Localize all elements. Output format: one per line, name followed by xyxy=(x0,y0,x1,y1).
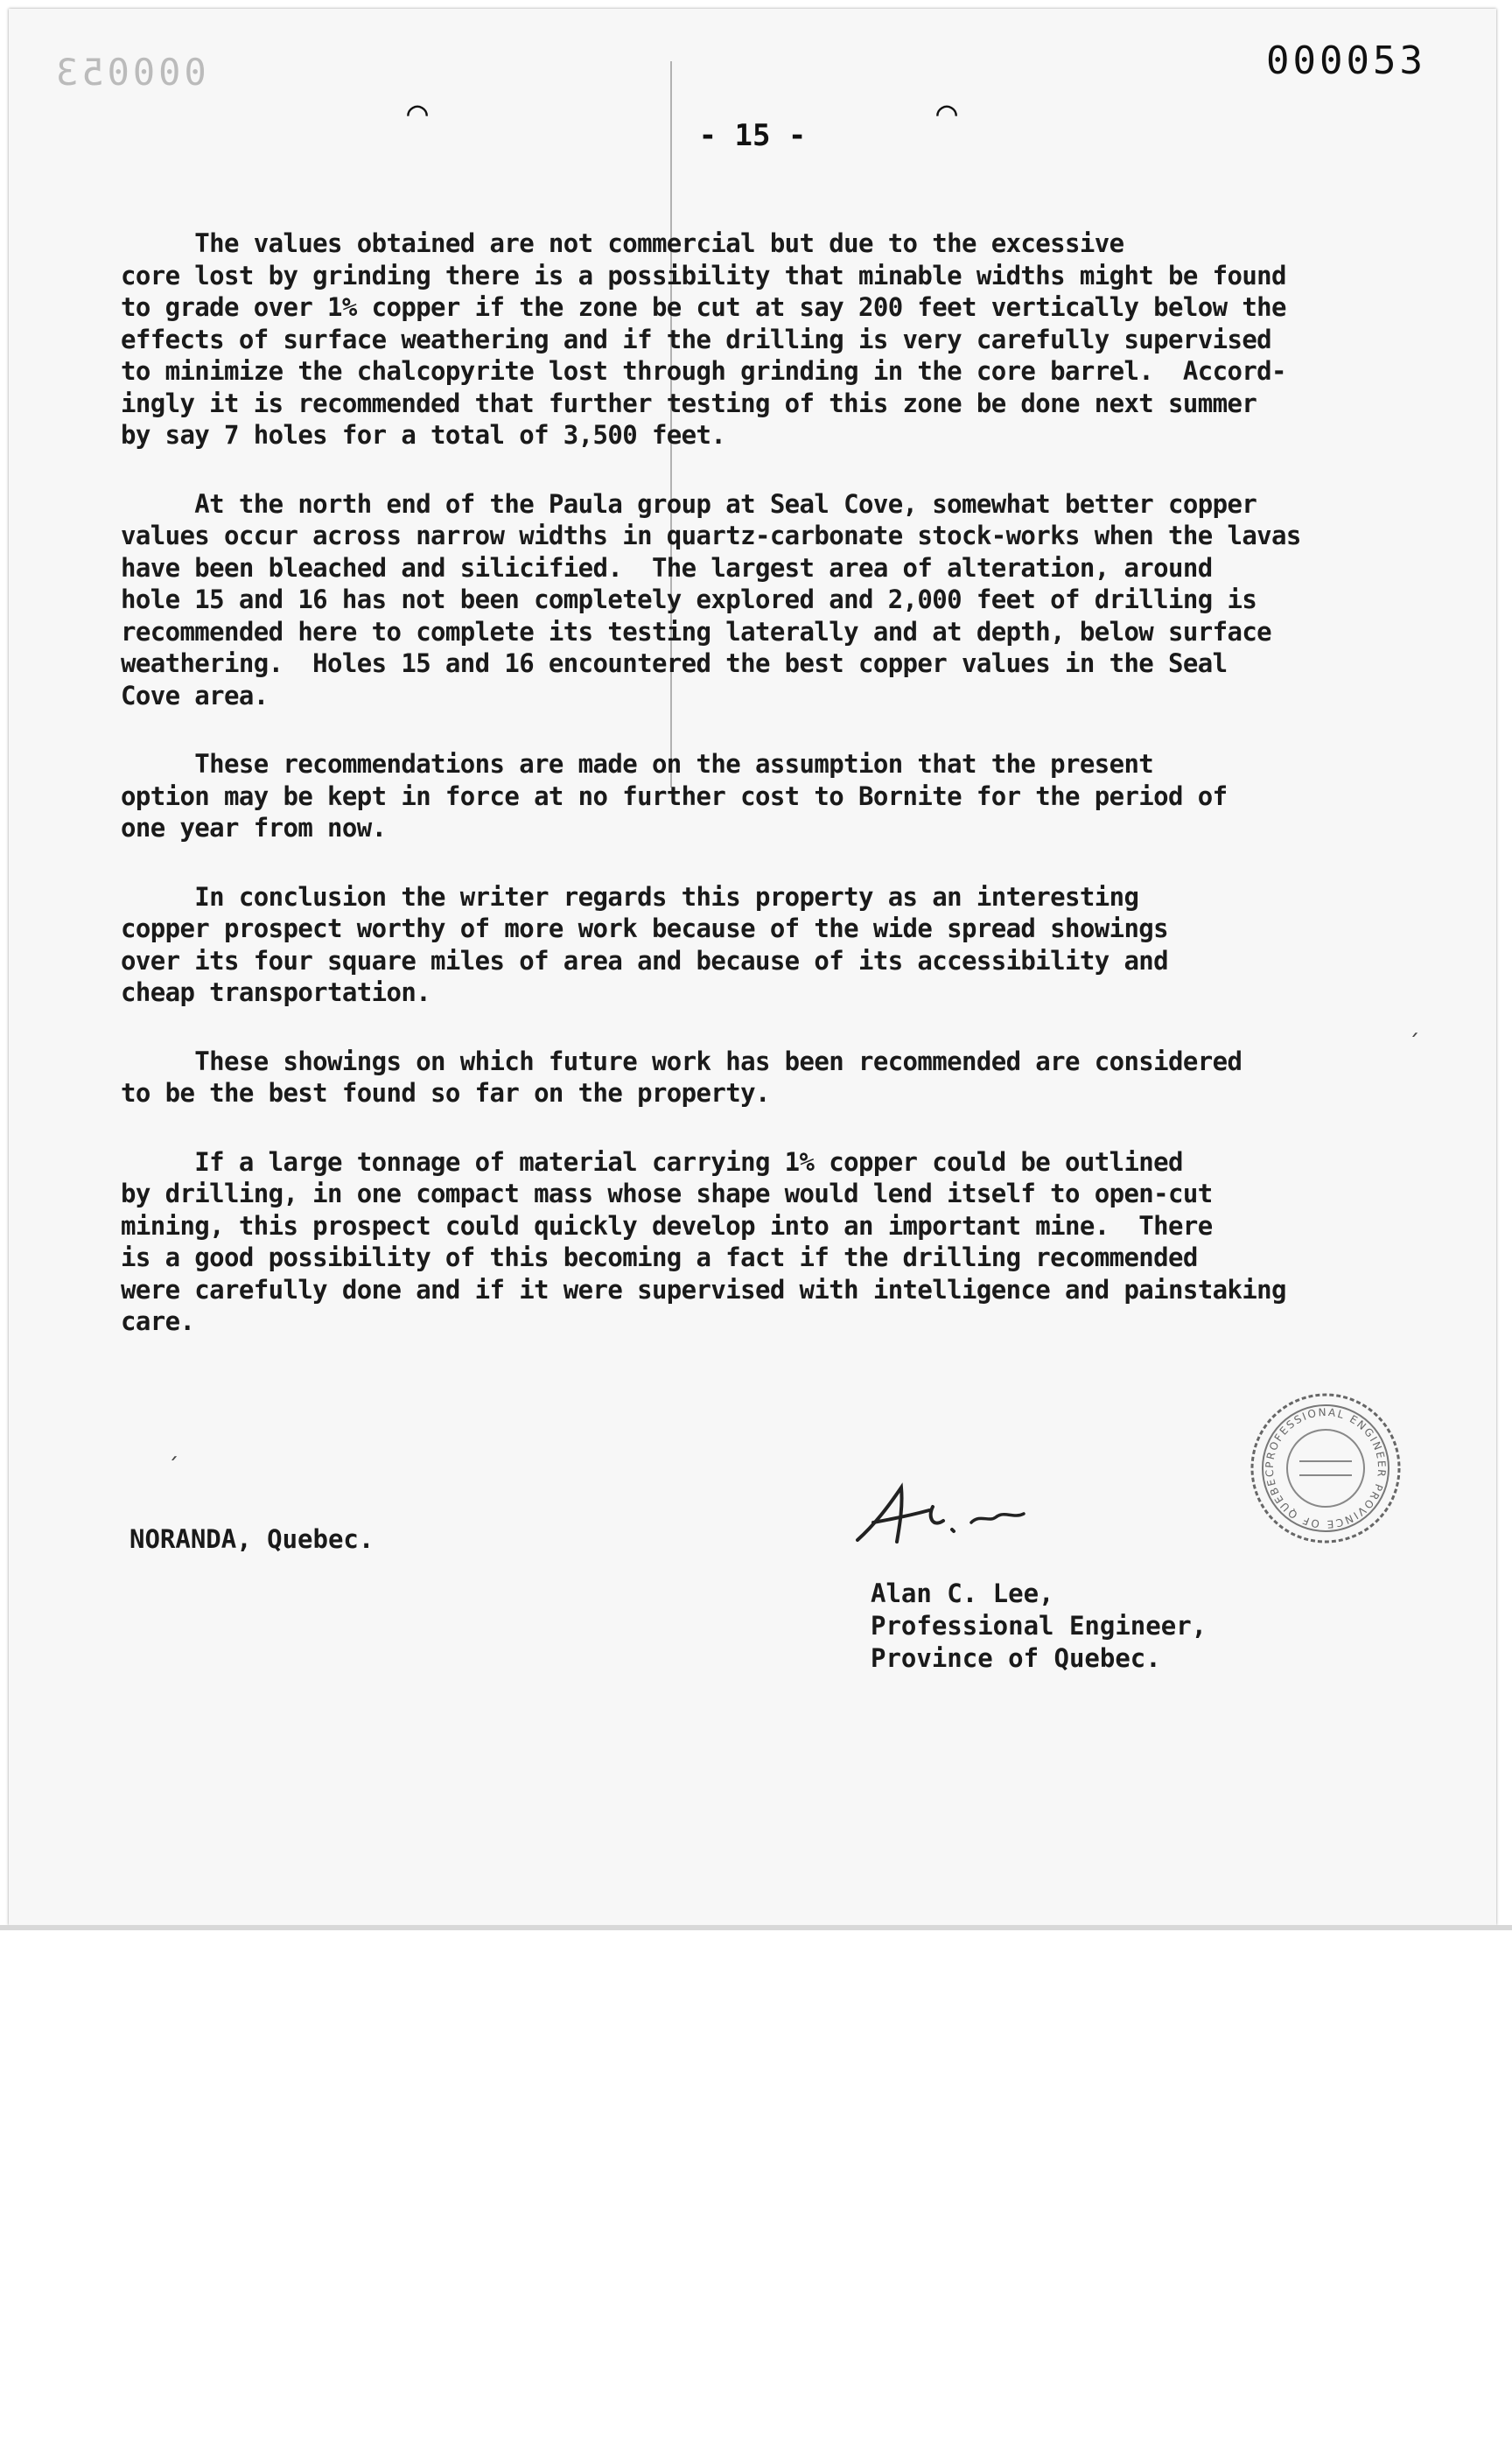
document-number: 000053 xyxy=(1266,38,1426,83)
paragraph: If a large tonnage of material carrying 1% copper could be outlined by drilling, in one compact mass whose shape would lend itself to open-cut mining, this prospect could quickly develop into an important mine. There is a good possibility of this becoming a fact if the drilling recommended were carefully done and if it were supervised with intelligence and painstaking care. xyxy=(121,1146,1286,1336)
punch-mark-right: ⌒ xyxy=(936,92,958,132)
paragraph: At the north end of the Paula group at Seal Cove, somewhat better copper values occur across narrow widths in quartz-carbonate stock-works when the lavas have been bleached and silicified. The largest area of alteration, around hole 15 and 16 has not been completely explored and 2,000 feet of drilling is recommended here to complete its testing laterally and at depth, below surface weathering. Holes 15 and 16 encountered the best copper values in the Seal Cove area. xyxy=(121,488,1301,710)
punch-mark-left: ⌒ xyxy=(407,92,429,132)
paragraph: The values obtained are not commercial but due to the excessive core lost by grinding there is a possibility that minable widths might be found to grade over 1% copper if the zone be cut at say 200 feet vertically below the effects of surface weathering and if the drilling is very carefully supervised to minimize the chalcopyrite lost through grinding in the core barrel. Accord- ingly it is recommended that further testing of this zone be done next summer by say 7 holes for a total of 3,500 feet. xyxy=(121,228,1286,450)
handwritten-signature xyxy=(849,1472,1068,1555)
svg-text:PROFESSIONAL ENGINEER PROVINCE xyxy=(1264,1406,1388,1530)
seal-text: PROFESSIONAL ENGINEER PROVINCE OF QUEBEC xyxy=(1263,1405,1389,1531)
scanned-page xyxy=(9,9,1496,1925)
signature-block xyxy=(871,1578,1207,1675)
signer-province: Province of Quebec. xyxy=(871,1643,1161,1673)
bleed-through-number: 000053 xyxy=(52,51,206,94)
paragraph: These showings on which future work has been recommended are considered to be the best found so far on the property. xyxy=(121,1046,1242,1108)
report-body xyxy=(121,228,1416,1375)
signer-title: Professional Engineer, xyxy=(871,1611,1208,1641)
page-number: - 15 - xyxy=(698,118,807,153)
margin-mark: ´ xyxy=(1407,1031,1421,1057)
paragraph: In conclusion the writer regards this property as an interesting copper prospect worthy of more work because of the wide spread showings over its four square miles of area and because of its accessibility and cheap transportation. xyxy=(121,881,1169,1007)
engineer-seal-stamp xyxy=(1247,1390,1404,1547)
margin-mark: ´ xyxy=(166,1454,180,1480)
scan-bottom-edge xyxy=(0,1925,1512,1930)
paragraph: These recommendations are made on the assumption that the present option may be kept in force at no further cost to Bornite for the period of one year from now. xyxy=(121,749,1228,843)
place-line: NORANDA, Quebec. xyxy=(130,1524,374,1554)
signer-name: Alan C. Lee, xyxy=(871,1578,1054,1608)
